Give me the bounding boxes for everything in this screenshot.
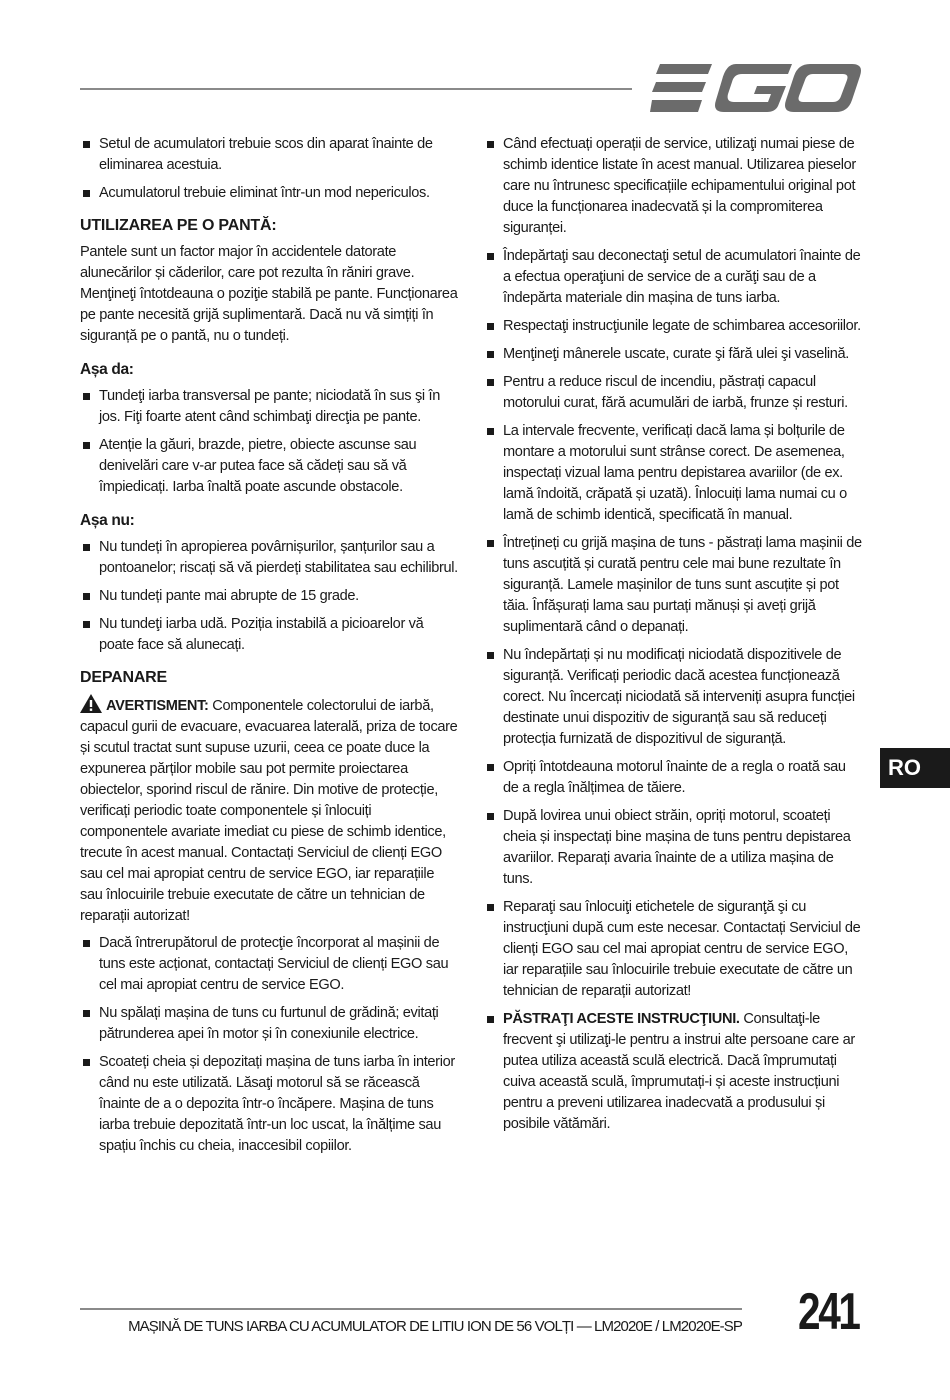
list-item: După lovirea unui obiect străin, opriți motorul, scoateți cheia și inspectați bine mașina de tuns pentru depistarea avariilor. Reparați avaria înainte de a utiliza mașina de tuns. (484, 806, 864, 890)
do-heading: Așa da: (80, 361, 134, 378)
list-item: Respectaţi instrucţiunile legate de schimbarea accesoriilor. (484, 316, 864, 337)
footer-product-title: MAȘINĂ DE TUNS IARBA CU ACUMULATOR DE LITIU ION DE 56 VOLȚI — LM2020E / LM2020E-SP (128, 1318, 742, 1335)
warning-label: AVERTISMENT: (106, 698, 209, 714)
list-item: Tundeţi iarba transversal pe pante; niciodată în sus şi în jos. Fiţi foarte atent când schimbaţi direcţia pe pante. (80, 386, 460, 428)
slope-paragraph: Pantele sunt un factor major în accidentele datorate alunecărilor și căderilor, care pot rezulta în răniri grave. Menţineţi întotdeauna o poziţie stabilă pe pante. Funcționarea pe pante necesită grijă suplimentară. Dacă nu vă simțiți în siguranță pe o pantă, nu o tundeți. (80, 244, 458, 344)
header-rule (80, 88, 632, 90)
list-item: Dacă întrerupătorul de protecţie încorporat al mașinii de tuns este acționat, contactați Serviciul de clienți EGO sau cel mai apropiat centru de service EGO. (80, 933, 460, 996)
footer-rule (80, 1308, 742, 1310)
right-column (484, 134, 864, 1142)
ego-logo (650, 62, 862, 114)
slope-heading: UTILIZAREA PE O PANTĂ: (80, 217, 277, 234)
list-item: Îndepărtaţi sau deconectaţi setul de acumulatori înainte de a efectua operaţiuni de service de a curăţi sau de a îndepărta materiale din mașina de tuns iarba. (484, 246, 864, 309)
list-item: Reparaţi sau înlocuiţi etichetele de siguranţă şi cu instrucţiuni după cum este necesar. Contactați Serviciul de clienți EGO sau cel mai apropiat centru de service EGO, iar reparațiile sau înlocuirile trebuie executate de către un tehnician de reparații autorizat! (484, 897, 864, 1002)
list-item: Scoateți cheia și depozitați mașina de tuns iarba în interior când nu este utilizată. Lăsaţi motorul să se răcească înainte de a o depozita într-o încăpere. Mașina de tuns iarba trebuie depozitată într-un loc uscat, la înălțime sau spațiu închis cu cheia, inaccesibil copiilor. (80, 1052, 460, 1157)
warning-paragraph (80, 694, 460, 927)
warning-text: Componentele colectorului de iarbă, capacul gurii de evacuare, evacuarea laterală, priza de tocare și scutul tractat sunt supuse uzurii, ceea ce poate duce la expunerea părților mobile sau pot permite proiectarea obiectelor, sporind riscul de rănire. Din motive de protecție, verificați periodic toate componentele și înlocuiți componentele avariate imediat cu piese de schimb identice, trecute în acest manual. Contactați Serviciul de clienți EGO sau cel mai apropiat centru de service EGO, iar reparațiile sau înlocuirile trebuie executate de către un tehnician de reparații autorizat! (80, 698, 458, 924)
list-item: La intervale frecvente, verificați dacă lama și bolțurile de montare a motorului sunt strânse corect. De asemenea, inspectați vizual lama pentru depistarea avariilor (de ex. lamă îndoită, crăpată și uzată). Înlocuiți lama numai cu o lamă de schimb identică, specificată în manual. (484, 421, 864, 526)
language-tab-label: RO (888, 755, 921, 780)
warning-icon (80, 694, 102, 713)
list-item-final (484, 1009, 864, 1135)
list-item: Când efectuați operații de service, utilizaţi numai piese de schimb identice listate în acest manual. Utilizarea pieselor care nu întrunesc specificațiile echipamentului original pot duce la funcționarea inadecvată și la compromiterea siguranței. (484, 134, 864, 239)
service-heading: DEPANARE (80, 669, 168, 686)
list-item: Nu spălați mașina de tuns cu furtunul de grădină; evitați pătrunderea apei în motor și în conexiunile electrice. (80, 1003, 460, 1045)
list-item: Pentru a reduce riscul de incendiu, păstrați capacul motorului curat, fără acumulări de iarbă, frunze și resturi. (484, 372, 864, 414)
final-text: Consultaţi-le frecvent şi utilizaţi-le pentru a instrui alte persoane care ar putea utiliza această sculă electrică. Dacă împrumutați cuiva această sculă, împrumutați-i și aceste instrucțiuni pentru a preveni utilizarea inadecvată a produsului și posibile vătămări. (503, 1011, 855, 1132)
dont-heading: Așa nu: (80, 512, 135, 529)
page-number: 241 (798, 1283, 859, 1341)
list-item: Nu tundeți pante mai abrupte de 15 grade. (80, 586, 460, 607)
list-item: Menţineţi mânerele uscate, curate şi fără ulei şi vaselină. (484, 344, 864, 365)
final-label: PĂSTRAŢI ACESTE INSTRUCŢIUNI. (503, 1011, 740, 1027)
list-item: Nu tundeți în apropierea povârnișurilor, șanțurilor sau a pontoanelor; riscați să vă pierdeți stabilitatea sau echilibrul. (80, 537, 460, 579)
list-item: Setul de acumulatori trebuie scos din aparat înainte de eliminarea acestuia. (80, 134, 460, 176)
list-item: Nu îndepărtați și nu modificați niciodată dispozitivele de siguranță. Verificați periodic dacă acestea funcționează corect. Nu încercați niciodată să interveniți asupra funcției destinate unui dispozitiv de siguranță sau să reduceți protecția furnizată de dispozitivul de siguranță. (484, 645, 864, 750)
list-item: Întrețineți cu grijă mașina de tuns - păstrați lama mașinii de tuns ascuțită și curată pentru cele mai bune rezultate în siguranță. Lamele mașinilor de tuns sunt ascuțite și pot tăia. Înfășurați lama sau purtați mănuși și aveți grijă suplimentară când o depanați. (484, 533, 864, 638)
list-item: Acumulatorul trebuie eliminat într-un mod nepericulos. (80, 183, 460, 204)
left-column (80, 134, 460, 1164)
list-item: Opriți întotdeauna motorul înainte de a regla o roată sau de a regla înălțimea de tăiere. (484, 757, 864, 799)
list-item: Nu tundeţi iarba udă. Poziția instabilă a picioarelor vă poate face să alunecați. (80, 614, 460, 656)
language-tab (880, 748, 950, 788)
list-item: Atenție la găuri, brazde, pietre, obiecte ascunse sau denivelări care v-ar putea face să cădeți sau să vă împiedicați. Iarba înaltă poate ascunde obstacole. (80, 435, 460, 498)
